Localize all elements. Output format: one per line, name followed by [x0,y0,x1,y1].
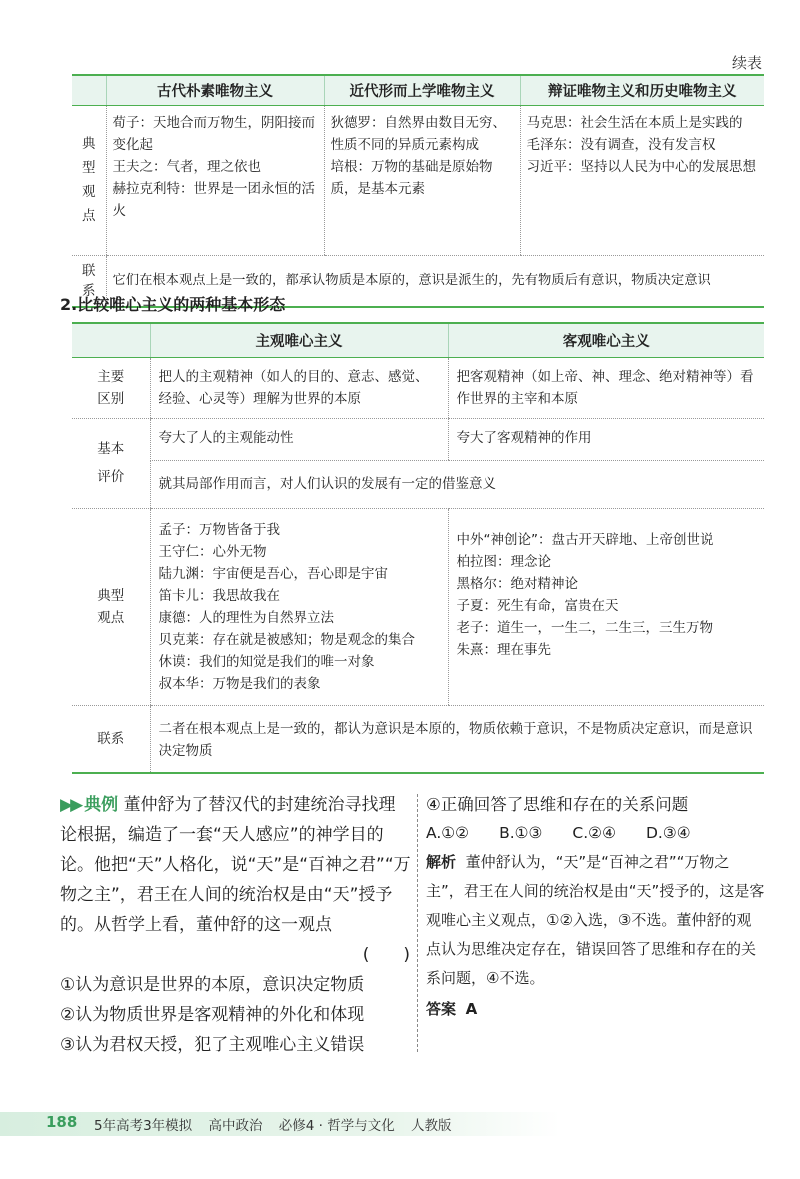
answer-value: A [465,1000,478,1018]
answer-paren: ( ) [362,945,410,965]
view-item: 老子：道生一，一生二，二生三，三生万物 [456,619,713,636]
statement-item: ①认为意识是世界的本原，意识决定物质 [60,975,365,995]
option-d: D.③④ [645,824,691,842]
row-label-typical [72,508,150,705]
example-tag: 典例 [84,795,119,815]
view-item: 习近平：坚持以人民为中心的发展思想 [526,158,756,175]
option-c: C.②④ [572,824,616,842]
row-label-difference [72,357,150,418]
footer-volume: 必修4 · 哲学与文化 [278,1118,395,1134]
example-section [60,790,765,1060]
view-item: 贝克莱：存在就是被感知；物是观念的集合 [158,631,415,648]
view-item: 朱熹：理在事先 [456,641,551,658]
row-label-text: 典型观点 [82,136,96,224]
row-label-relation [72,705,150,773]
column-divider [417,794,418,1052]
materialism-comparison-table [72,74,764,308]
view-item: 孟子：万物皆备于我 [158,521,280,538]
cell-metaphysical-views [324,105,520,255]
row-label-text: 联系 [82,262,96,299]
table-header-row [72,75,764,105]
view-item: 黑格尔：绝对精神论 [456,575,578,592]
cell-relation-text: 二者在根本观点上是一致的，都认为意识是本原的，物质依赖于意识，不是物质决定意识，而是意识决定物质 [150,705,764,773]
row-label-evaluation [72,418,150,508]
table-row-main-difference [72,357,764,418]
continued-label: 续表 [731,54,762,72]
table-row-typical-views [72,105,764,255]
option-a: A.①② [426,824,470,842]
view-item: 培根：万物的基础是原始物质，是基本元素 [330,158,493,197]
view-item: 狄德罗：自然界由数目无穷、性质不同的异质元素构成 [330,114,506,153]
table-row-typical-views [72,508,764,705]
view-item: 康德：人的理性为自然界立法 [158,609,334,626]
answer-label: 答案 [426,1000,457,1018]
cell-subjective-views [150,508,448,705]
view-item: 王守仁：心外无物 [158,543,267,560]
analysis-label: 解析 [426,853,457,871]
row-label-text: 联系 [97,730,125,747]
options-row [426,819,766,848]
row-label-text: 主要区别 [97,368,125,407]
view-item: 毛泽东：没有调查，没有发言权 [526,136,716,153]
statement-item: ③认为君权天授，犯了主观唯心主义错误 [60,1035,365,1055]
view-item: 陆九渊：宇宙便是吾心，吾心即是宇宙 [158,565,388,582]
table-row-relation [72,705,764,773]
footer-series: 5年高考3年模拟 [94,1118,193,1134]
view-item: 荀子：天地合而万物生，阴阳接而变化起 [112,114,315,153]
page-number: 188 [46,1113,78,1131]
section-title: 2.比较唯心主义的两种基本形态 [60,295,286,314]
example-question-column [60,790,412,1060]
view-item: 柏拉图：理念论 [456,553,551,570]
idealism-comparison-table [72,322,764,774]
header-subjective-idealism: 主观唯心主义 [150,323,448,357]
answer [426,995,766,1024]
header-objective-idealism: 客观唯心主义 [448,323,764,357]
header-empty-cell [72,323,150,357]
statement-item: ②认为物质世界是客观精神的外化和体现 [60,1005,365,1025]
cell-objective-evaluation: 夸大了客观精神的作用 [448,418,764,460]
cell-shared-evaluation: 就其局部作用而言，对人们认识的发展有一定的借鉴意义 [150,460,764,508]
cell-objective-difference: 把客观精神（如上帝、神、理念、绝对精神等）看作世界的主宰和本原 [448,357,764,418]
header-empty-cell [72,75,106,105]
cell-relation-text: 它们在根本观点上是一致的，都承认物质是本原的，意识是派生的，先有物质后有意识，物质决定意识 [106,255,764,307]
header-metaphysical-materialism: 近代形而上学唯物主义 [324,75,520,105]
table-row-evaluation [72,418,764,460]
cell-objective-views [448,508,764,705]
footer-level: 高中政治 [208,1118,263,1134]
analysis-text: 董仲舒认为，“天”是“百神之君”“万物之主”，君王在人间的统治权是由“天”授予的，这是客观唯心主义观点，①②入选，③不选。董仲舒的观点认为思维决定存在，错误回答了思维和存在的关系问题，④不选。 [426,853,765,987]
double-arrow-icon: ▶▶ [60,795,81,815]
row-label-text: 典型观点 [97,587,125,626]
cell-subjective-difference: 把人的主观精神（如人的目的、意志、感觉、经验、心灵等）理解为世界的本原 [150,357,448,418]
example-answer-column [426,790,766,1024]
row-label-typical [72,105,106,255]
view-item: 叔本华：万物是我们的表象 [158,675,321,692]
analysis [426,848,766,993]
header-dialectical-materialism: 辩证唯物主义和历史唯物主义 [520,75,764,105]
cell-dialectical-views [520,105,764,255]
cell-subjective-evaluation: 夸大了人的主观能动性 [150,418,448,460]
view-item: 休谟：我们的知觉是我们的唯一对象 [158,653,375,670]
footer-text [94,1114,464,1134]
view-item: 王夫之：气者，理之依也 [112,158,261,175]
row-label-text: 基本评价 [97,441,125,485]
view-item: 中外“神创论”：盘古开天辟地、上帝创世说 [456,531,714,548]
header-ancient-materialism: 古代朴素唯物主义 [106,75,324,105]
cell-ancient-views [106,105,324,255]
table-header-row [72,323,764,357]
view-item: 子夏：死生有命，富贵在天 [456,597,619,614]
view-item: 马克思：社会生活在本质上是实践的 [526,114,743,131]
example-question [60,790,412,940]
table-row-evaluation-shared [72,460,764,508]
view-item: 赫拉克利特：世界是一团永恒的活火 [112,180,315,219]
footer-edition: 人教版 [411,1118,452,1134]
option-b: B.①③ [499,824,543,842]
statement-item: ④正确回答了思维和存在的关系问题 [426,795,689,814]
view-item: 笛卡儿：我思故我在 [158,587,280,604]
question-text: 董仲舒为了替汉代的封建统治寻找理论根据，编造了一套“天人感应”的神学目的论。他把“天”人格化，说“天”是“百神之君”“万物之主”，君王在人间的统治权是由“天”授予的。从哲学上看，董仲舒的这一观点 [60,795,411,935]
